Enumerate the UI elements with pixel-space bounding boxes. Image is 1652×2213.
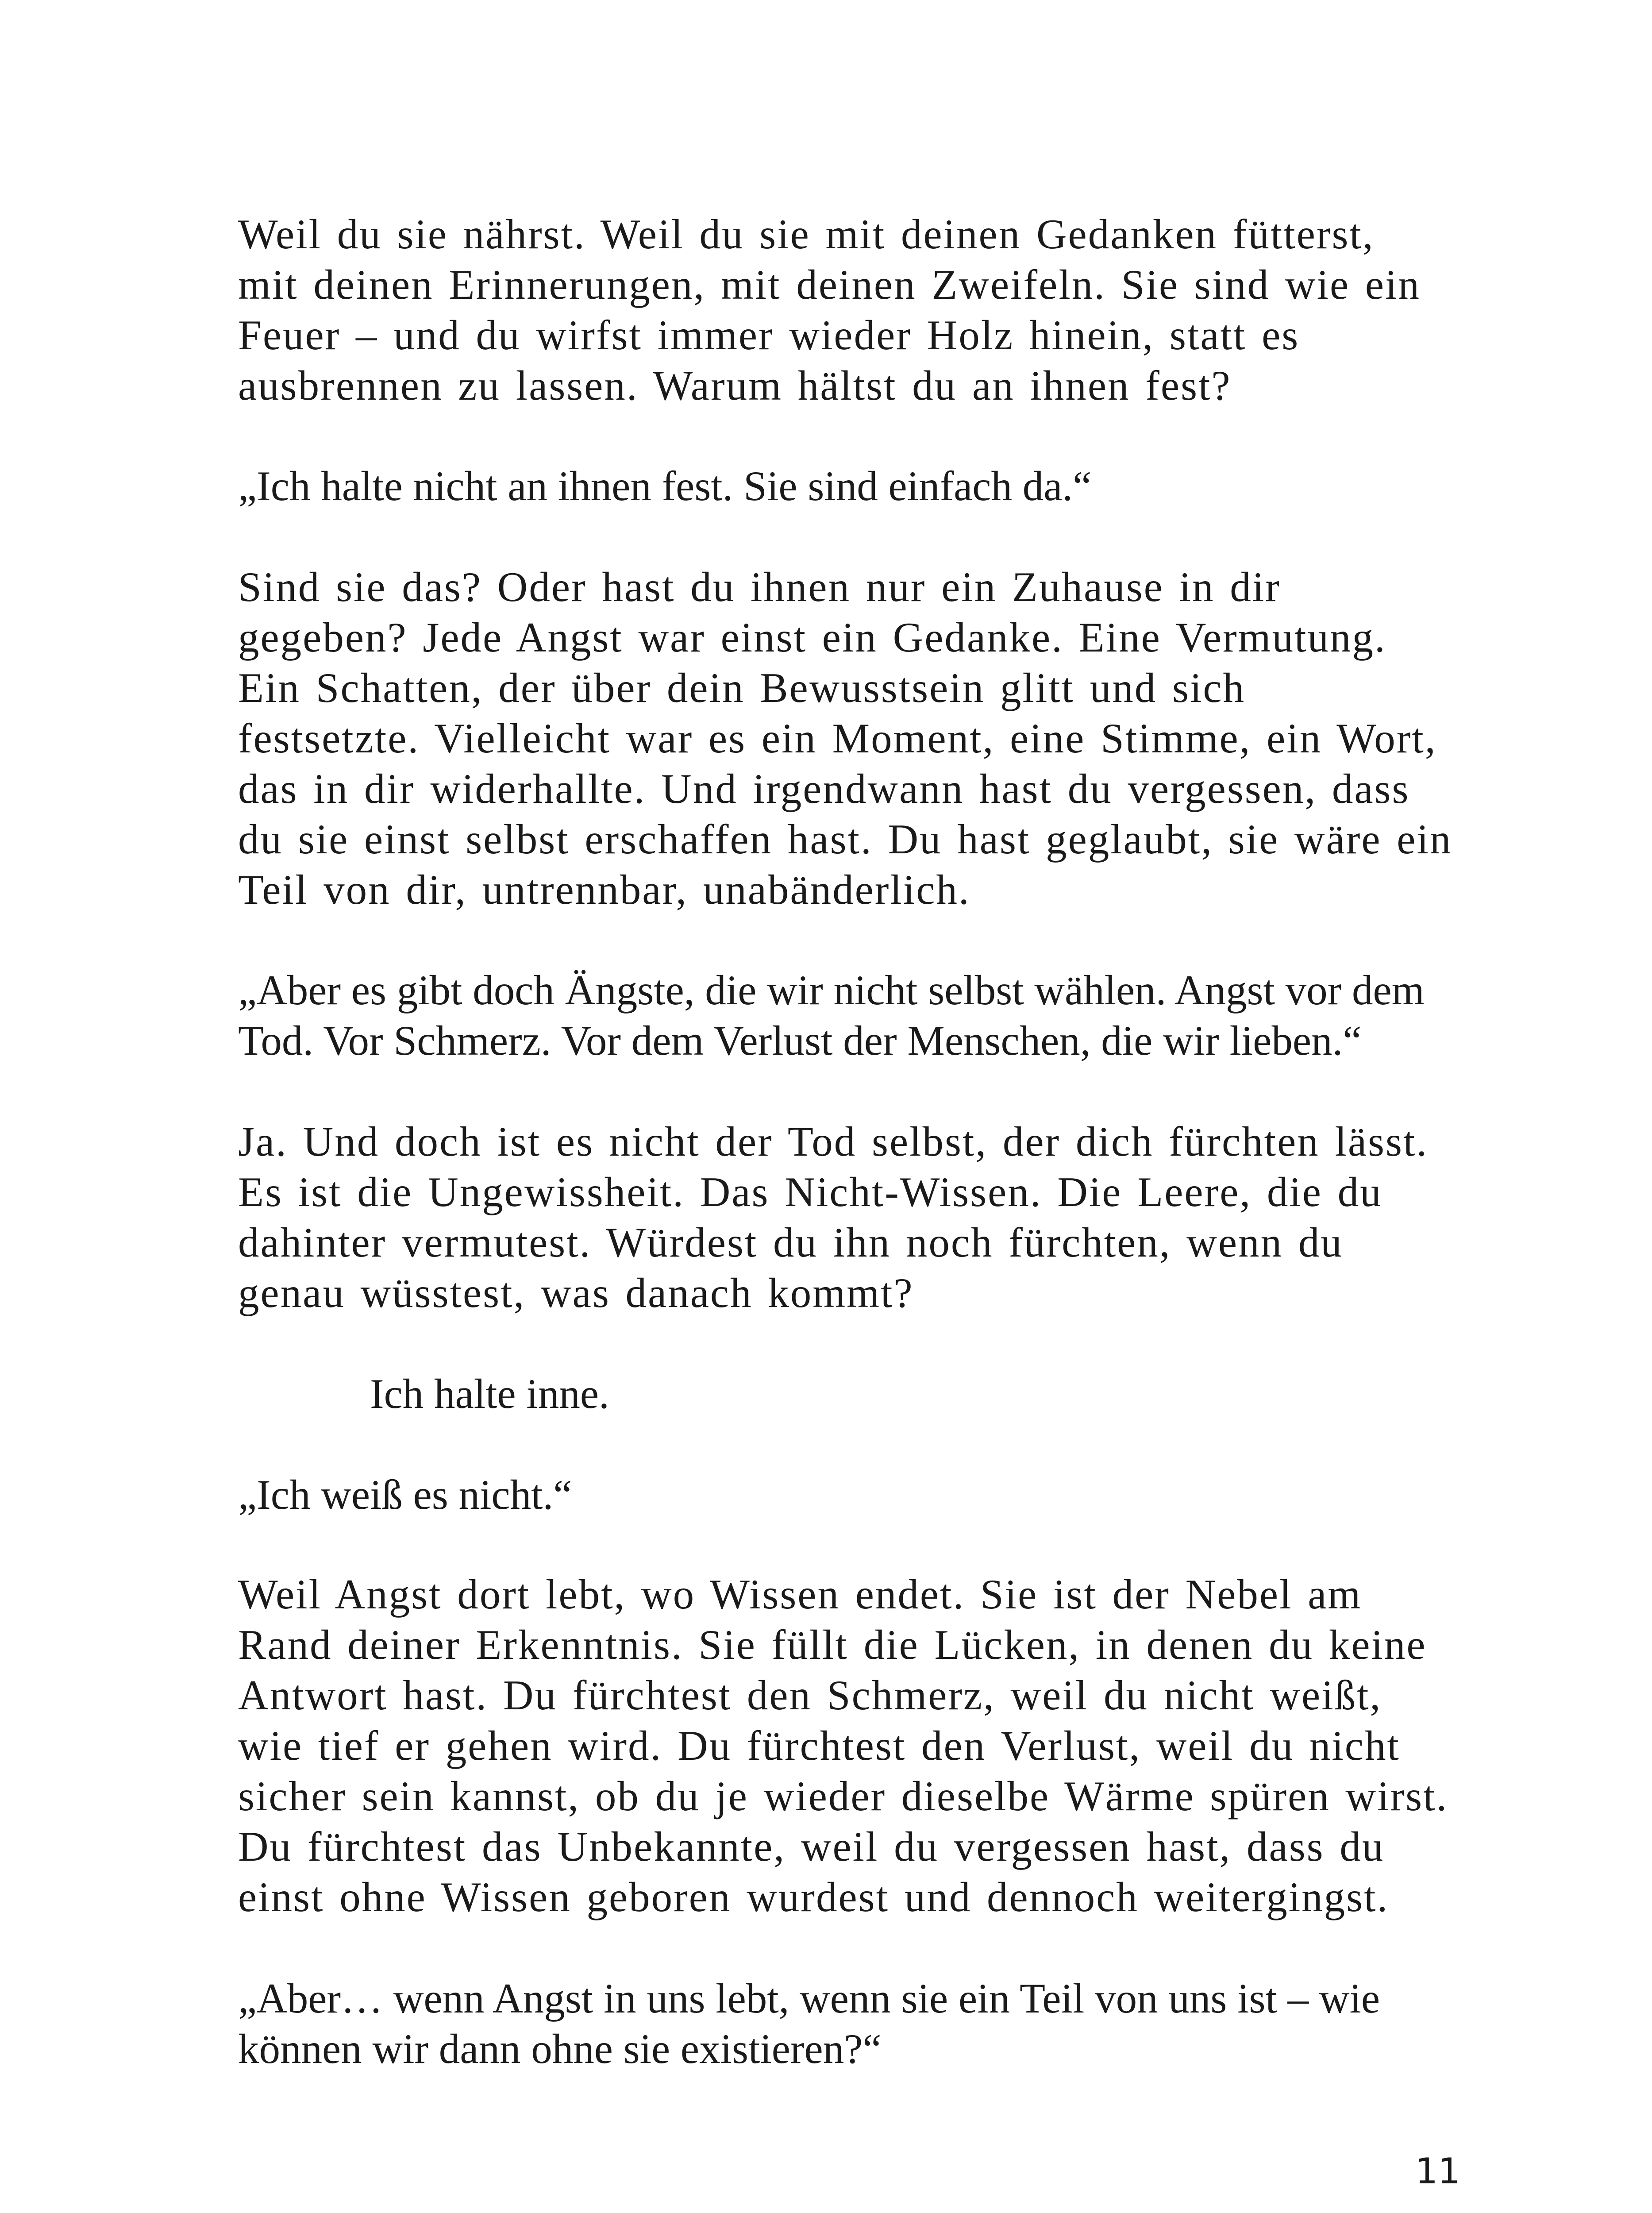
paragraph-narration-4 <box>238 1569 1459 1922</box>
text-line: Antwort hast. Du fürchtest den Schmerz, weil du nicht weißt, <box>238 1672 1382 1719</box>
text-line: mit deinen Erinnerungen, mit deinen Zweifeln. Sie sind wie ein <box>238 261 1421 308</box>
text-line: Weil Angst dort lebt, wo Wissen endet. Sie ist der Nebel am <box>238 1571 1362 1618</box>
text-line: können wir dann ohne sie existieren?“ <box>238 2025 882 2072</box>
text-line: Ich halte inne. <box>370 1370 609 1417</box>
paragraph-dialogue-3 <box>238 1469 1459 1520</box>
paragraph-dialogue-4 <box>238 1973 1459 2074</box>
text-line: Du fürchtest das Unbekannte, weil du vergessen hast, dass du <box>238 1823 1385 1870</box>
text-line: Ja. Und doch ist es nicht der Tod selbst, der dich fürchten lässt. <box>238 1118 1429 1165</box>
paragraph-narration-3 <box>238 1116 1459 1318</box>
text-line: du sie einst selbst erschaffen hast. Du hast geglaubt, sie wäre ein <box>238 816 1452 863</box>
paragraph-indented-action <box>370 1369 1591 1419</box>
text-line: „Aber es gibt doch Ängste, die wir nicht selbst wählen. Angst vor dem <box>238 967 1425 1014</box>
page-number: 11 <box>1415 2151 1460 2192</box>
text-line: „Ich halte nicht an ihnen fest. Sie sind einfach da.“ <box>238 463 1092 509</box>
text-line: dahinter vermutest. Würdest du ihn noch fürchten, wenn du <box>238 1219 1343 1266</box>
paragraph-dialogue-1 <box>238 461 1459 511</box>
text-line: genau wüsstest, was danach kommt? <box>238 1269 914 1316</box>
text-line: wie tief er gehen wird. Du fürchtest den Verlust, weil du nicht <box>238 1722 1400 1769</box>
text-line: Sind sie das? Oder hast du ihnen nur ein Zuhause in dir <box>238 563 1281 610</box>
text-line: das in dir widerhallte. Und irgendwann hast du vergessen, dass <box>238 765 1410 812</box>
text-line: ausbrennen zu lassen. Warum hältst du an ihnen fest? <box>238 362 1232 409</box>
text-line: gegeben? Jede Angst war einst ein Gedanke. Eine Vermutung. <box>238 614 1386 661</box>
text-line: einst ohne Wissen geboren wurdest und dennoch weitergingst. <box>238 1874 1389 1920</box>
text-line: „Ich weiß es nicht.“ <box>238 1471 572 1518</box>
text-line: Ein Schatten, der über dein Bewusstsein glitt und sich <box>238 664 1246 711</box>
text-line: Teil von dir, untrennbar, unabänderlich. <box>238 866 970 913</box>
text-line: Tod. Vor Schmerz. Vor dem Verlust der Menschen, die wir lieben.“ <box>238 1017 1362 1064</box>
text-line: Es ist die Ungewissheit. Das Nicht-Wissen. Die Leere, die du <box>238 1168 1382 1215</box>
text-line: festsetzte. Vielleicht war es ein Moment, eine Stimme, ein Wort, <box>238 715 1437 762</box>
text-line: Rand deiner Erkenntnis. Sie füllt die Lücken, in denen du keine <box>238 1621 1427 1668</box>
text-line: Feuer – und du wirfst immer wieder Holz hinein, statt es <box>238 312 1300 359</box>
paragraph-dialogue-2 <box>238 965 1459 1066</box>
text-line: „Aber… wenn Angst in uns lebt, wenn sie ein Teil von uns ist – wie <box>238 1975 1380 2022</box>
text-line: Weil du sie nährst. Weil du sie mit deinen Gedanken fütterst, <box>238 211 1375 258</box>
paragraph-narration-2 <box>238 562 1459 915</box>
paragraph-narration-1 <box>238 209 1459 411</box>
text-line: sicher sein kannst, ob du je wieder dieselbe Wärme spüren wirst. <box>238 1773 1448 1820</box>
